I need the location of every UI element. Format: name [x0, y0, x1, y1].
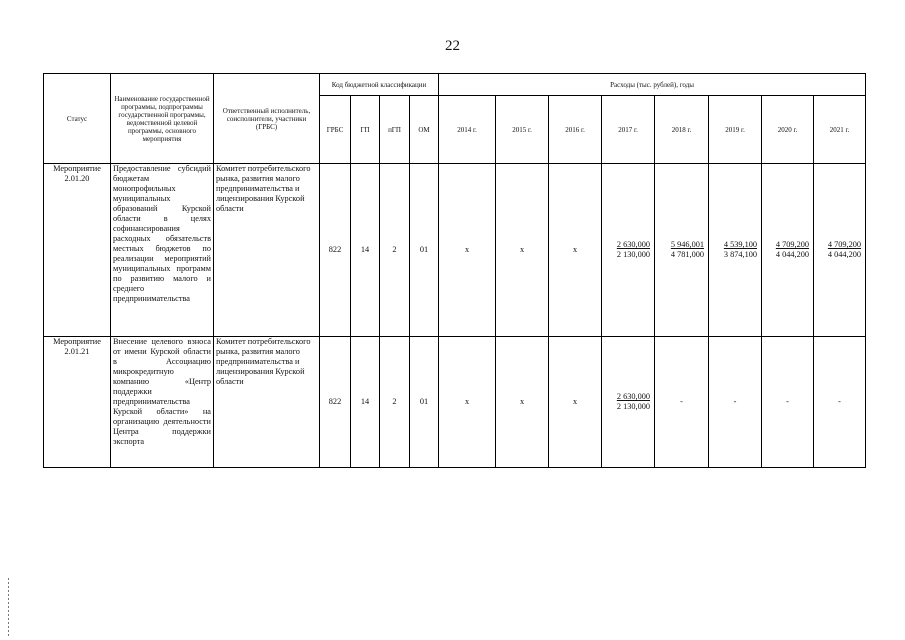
amount-total: 5 946,001 [670, 240, 705, 249]
amount-regional: 4 044,200 [827, 250, 862, 259]
amount-regional: 4 781,000 [670, 250, 705, 259]
amount-regional: 2 130,000 [616, 402, 651, 411]
row-code: 01 [410, 337, 439, 468]
header-year: 2019 г. [709, 96, 762, 164]
header-budget-group: Код бюджетной классификации [320, 74, 439, 96]
header-year: 2021 г. [814, 96, 866, 164]
row-year-value: x [439, 164, 496, 337]
header-code: ОМ [410, 96, 439, 164]
amount-total: 4 709,200 [827, 240, 862, 249]
header-year: 2020 г. [762, 96, 814, 164]
row-year-value: x [439, 337, 496, 468]
row-status: Мероприятие 2.01.20 [44, 164, 111, 337]
row-year-value [655, 164, 709, 337]
row-name: Предоставление субсидий бюджетам монопрофильных муниципальных образований Курской области в целях софинансирования расходных обязательств местных бюджетов по реализации мероприятий муниципальных программ по развитию малого и среднего предпринимательства [111, 164, 214, 337]
row-code: 14 [351, 164, 380, 337]
amount-regional: 3 874,100 [723, 250, 758, 259]
row-status: Мероприятие 2.01.21 [44, 337, 111, 468]
header-year: 2016 г. [549, 96, 602, 164]
header-name: Наименование государственной программы, подпрограммы государственной программы, ведомственной целевой программы, основного мероприятия [111, 74, 214, 164]
header-status: Статус [44, 74, 111, 164]
header-expenses-group: Расходы (тыс. рублей), годы [439, 74, 866, 96]
amount-total: 2 630,000 [616, 392, 651, 401]
row-year-value: - [655, 337, 709, 468]
header-code: ГП [351, 96, 380, 164]
table-row [44, 337, 866, 468]
row-code: 14 [351, 337, 380, 468]
row-name: Внесение целевого взноса от имени Курской области в Ассоциацию микрокредитную компанию «Центр поддержки предпринимательства Курской области» на организацию деятельности Центра поддержки экспорта [111, 337, 214, 468]
row-executor: Комитет потребительского рынка, развития малого предпринимательства и лицензирования Курской области [214, 164, 320, 337]
row-code: 2 [380, 164, 410, 337]
header-executor: Ответственный исполнитель, соисполнители, участники (ГРБС) [214, 74, 320, 164]
margin-dotted-line [8, 578, 9, 638]
amount-total: 4 709,200 [775, 240, 810, 249]
row-year-value [709, 164, 762, 337]
amount-regional: 2 130,000 [616, 250, 651, 259]
header-year: 2018 г. [655, 96, 709, 164]
row-year-value [602, 337, 655, 468]
amount-regional: 4 044,200 [775, 250, 810, 259]
amount-total: 2 630,000 [616, 240, 651, 249]
row-code: 2 [380, 337, 410, 468]
header-code: пГП [380, 96, 410, 164]
table-row [44, 164, 866, 337]
page-number: 22 [445, 38, 460, 54]
row-year-value: x [549, 337, 602, 468]
row-year-value: x [496, 337, 549, 468]
row-code: 822 [320, 337, 351, 468]
amount-total: 4 539,100 [723, 240, 758, 249]
row-year-value: x [496, 164, 549, 337]
header-year: 2015 г. [496, 96, 549, 164]
row-year-value: - [762, 337, 814, 468]
budget-table [43, 73, 866, 468]
row-year-value [602, 164, 655, 337]
row-executor: Комитет потребительского рынка, развития малого предпринимательства и лицензирования Курской области [214, 337, 320, 468]
row-year-value: - [814, 337, 866, 468]
row-code: 822 [320, 164, 351, 337]
header-code: ГРБС [320, 96, 351, 164]
row-year-value: - [709, 337, 762, 468]
row-year-value [762, 164, 814, 337]
row-year-value: x [549, 164, 602, 337]
row-year-value [814, 164, 866, 337]
header-year: 2014 г. [439, 96, 496, 164]
header-year: 2017 г. [602, 96, 655, 164]
row-code: 01 [410, 164, 439, 337]
